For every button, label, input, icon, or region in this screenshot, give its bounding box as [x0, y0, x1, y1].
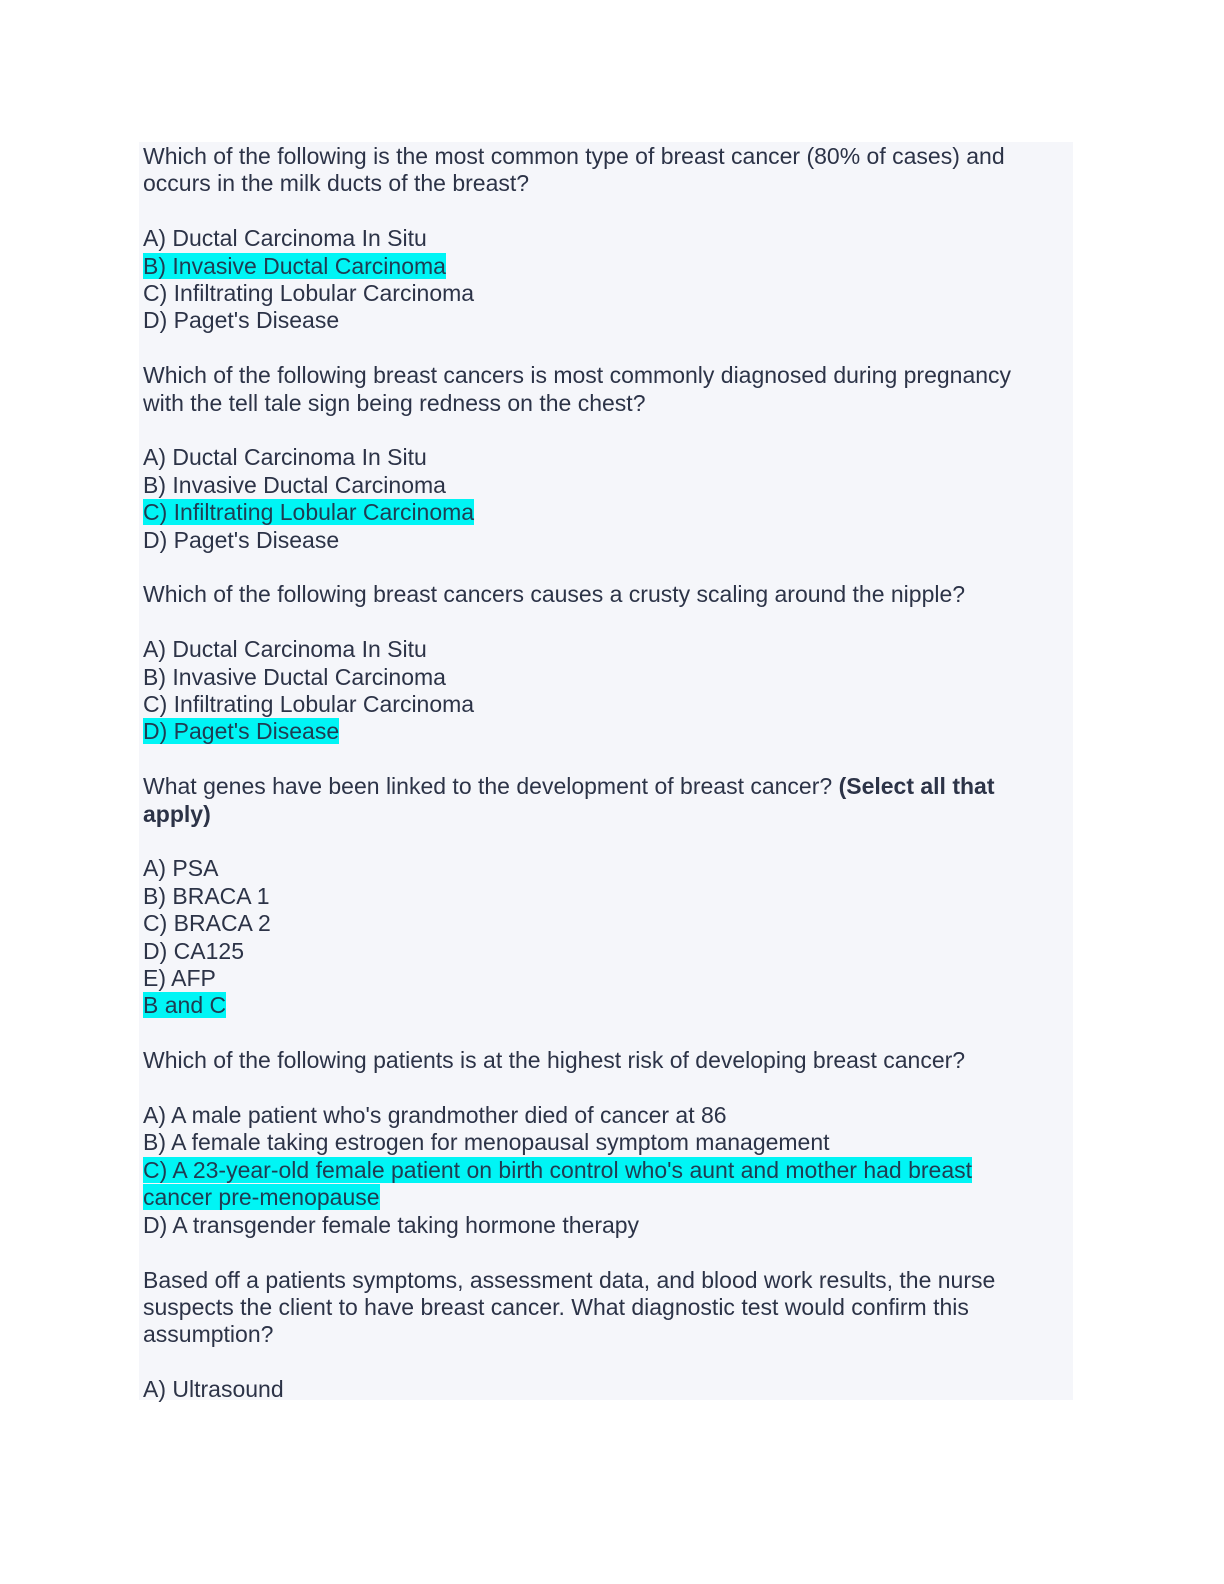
question-3-option-d: [143, 718, 1063, 745]
question-1-option-c: C) Infiltrating Lobular Carcinoma: [143, 280, 475, 307]
question-1-stem-line-2: occurs in the milk ducts of the breast?: [143, 170, 530, 197]
question-3-stem-line-1: Which of the following breast cancers causes a crusty scaling around the nipple?: [143, 581, 966, 608]
question-6-stem-line-2: suspects the client to have breast cancer. What diagnostic test would confirm this: [143, 1293, 969, 1320]
document-body: [143, 143, 1063, 1404]
question-2-option-d: D) Paget's Disease: [143, 526, 340, 553]
question-2-stem-line-2: with the tell tale sign being redness on the chest?: [143, 389, 646, 416]
question-6-option-a: A) Ultrasound: [143, 1376, 284, 1403]
question-6-stem-line-3: assumption?: [143, 1321, 274, 1348]
question-5: [143, 1047, 1063, 1266]
question-5-option-b: B) A female taking estrogen for menopausal symptom management: [143, 1129, 830, 1156]
question-2-option-a: A) Ductal Carcinoma In Situ: [143, 444, 427, 471]
answer-highlight: D) Paget's Disease: [143, 718, 340, 745]
question-4-option-c: C) BRACA 2: [143, 910, 271, 937]
question-4-stem-line-2: apply): [143, 800, 211, 827]
question-3-option-c: C) Infiltrating Lobular Carcinoma: [143, 691, 475, 718]
question-1-stem-line-1: Which of the following is the most common type of breast cancer (80% of cases) and: [143, 143, 1005, 169]
question-4-stem-line-1: What genes have been linked to the development of breast cancer? (Select all that: [143, 773, 995, 800]
answer-highlight: C) Infiltrating Lobular Carcinoma: [143, 499, 475, 526]
question-2-stem-line-1: Which of the following breast cancers is most commonly diagnosed during pregnancy: [143, 362, 1012, 389]
question-3: [143, 581, 1063, 773]
question-5-option-c-line-2: [143, 1184, 1063, 1211]
select-all-note: (Select all that: [838, 773, 995, 800]
question-3-option-a: A) Ductal Carcinoma In Situ: [143, 636, 427, 663]
question-4: [143, 773, 1063, 1047]
question-6-stem-line-1: Based off a patients symptoms, assessment data, and blood work results, the nurse: [143, 1266, 996, 1293]
question-1-option-b: [143, 253, 1063, 280]
answer-highlight: C) A 23-year-old female patient on birth control who's aunt and mother had breast: [143, 1156, 973, 1183]
answer-highlight: cancer pre-menopause: [143, 1184, 380, 1211]
question-6: [143, 1267, 1063, 1404]
question-2-option-b: B) Invasive Ductal Carcinoma: [143, 471, 446, 498]
question-4-option-e: E) AFP: [143, 965, 216, 992]
question-3-option-b: B) Invasive Ductal Carcinoma: [143, 663, 446, 690]
question-1-option-d: D) Paget's Disease: [143, 307, 340, 334]
question-4-answer: [143, 992, 1063, 1019]
answer-highlight: B and C: [143, 992, 227, 1019]
question-4-option-b: B) BRACA 1: [143, 882, 270, 909]
question-1-option-a: A) Ductal Carcinoma In Situ: [143, 225, 427, 252]
question-2-option-c: [143, 499, 1063, 526]
question-5-option-a: A) A male patient who's grandmother died of cancer at 86: [143, 1102, 727, 1129]
question-4-option-a: A) PSA: [143, 855, 219, 882]
question-5-stem-line-1: Which of the following patients is at the highest risk of developing breast cancer?: [143, 1047, 966, 1074]
question-1: [143, 143, 1063, 362]
answer-highlight: B) Invasive Ductal Carcinoma: [143, 252, 446, 279]
question-2: [143, 362, 1063, 581]
question-5-option-c-line-1: [143, 1157, 1063, 1184]
question-4-option-d: D) CA125: [143, 937, 244, 964]
question-5-option-d: D) A transgender female taking hormone therapy: [143, 1211, 640, 1238]
